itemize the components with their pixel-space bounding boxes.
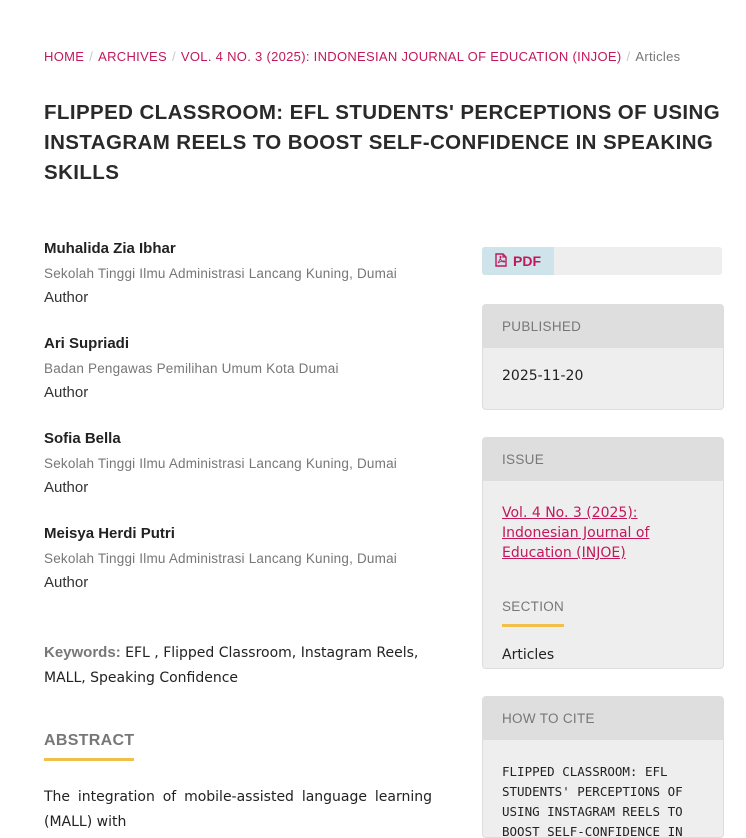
keywords-value: EFL , Flipped Classroom, Instagram Reels, MALL, Speaking Confidence	[44, 645, 419, 686]
issue-link[interactable]: Vol. 4 No. 3 (2025): Indonesian Journal of Education (INJOE)	[502, 505, 650, 561]
author-affiliation: Sekolah Tinggi Ilmu Administrasi Lancang Kuning, Dumai	[44, 456, 397, 471]
section-value: Articles	[502, 647, 555, 663]
breadcrumb	[44, 49, 734, 64]
breadcrumb-issue-link[interactable]: VOL. 4 NO. 3 (2025): INDONESIAN JOURNAL OF EDUCATION (INJOE)	[180, 49, 622, 64]
page-title: FLIPPED CLASSROOM: EFL STUDENTS' PERCEPTIONS OF USING INSTAGRAM REELS TO BOOST SELF-CONFIDENCE IN SPEAKING SKILLS	[44, 101, 721, 184]
author-entry	[44, 239, 444, 334]
author-entry	[44, 334, 444, 429]
author-affiliation: Sekolah Tinggi Ilmu Administrasi Lancang Kuning, Dumai	[44, 551, 397, 566]
author-list	[44, 239, 444, 619]
pdf-file-icon	[495, 253, 507, 270]
author-role: Author	[44, 479, 89, 496]
citation-text: FLIPPED CLASSROOM: EFL STUDENTS' PERCEPTIONS OF USING INSTAGRAM REELS TO BOOST SELF-CONFIDENCE IN	[502, 764, 683, 838]
breadcrumb-current: Articles	[635, 49, 681, 64]
author-role: Author	[44, 289, 89, 306]
breadcrumb-separator: /	[626, 49, 631, 64]
published-card	[482, 304, 724, 410]
issue-card	[482, 437, 724, 669]
author-affiliation: Badan Pengawas Pemilihan Umum Kota Dumai	[44, 361, 339, 376]
author-role: Author	[44, 574, 89, 591]
keywords-label: Keywords:	[44, 644, 121, 661]
author-name: Meisya Herdi Putri	[44, 525, 175, 542]
abstract-heading: ABSTRACT	[44, 732, 134, 761]
author-affiliation: Sekolah Tinggi Ilmu Administrasi Lancang Kuning, Dumai	[44, 266, 397, 281]
issue-heading: ISSUE	[483, 438, 723, 481]
author-name: Ari Supriadi	[44, 335, 130, 352]
abstract-text: The integration of mobile-assisted language learning (MALL) with	[44, 789, 432, 830]
author-entry	[44, 429, 444, 524]
breadcrumb-home-link[interactable]: HOME	[44, 49, 85, 64]
how-to-cite-heading: HOW TO CITE	[483, 697, 723, 740]
author-role: Author	[44, 384, 89, 401]
published-date: 2025-11-20	[502, 368, 584, 384]
author-entry	[44, 524, 444, 619]
author-name: Muhalida Zia Ibhar	[44, 240, 176, 257]
author-name: Sofia Bella	[44, 430, 121, 447]
breadcrumb-separator: /	[172, 49, 176, 64]
pdf-download-button[interactable]	[482, 247, 554, 275]
how-to-cite-card	[482, 696, 724, 838]
pdf-label: PDF	[513, 253, 541, 269]
section-heading: SECTION	[502, 599, 564, 627]
keywords	[44, 640, 434, 691]
breadcrumb-separator: /	[89, 49, 94, 64]
breadcrumb-archives-link[interactable]: ARCHIVES	[98, 49, 167, 64]
published-heading: PUBLISHED	[483, 305, 723, 348]
galley-links	[482, 247, 722, 275]
